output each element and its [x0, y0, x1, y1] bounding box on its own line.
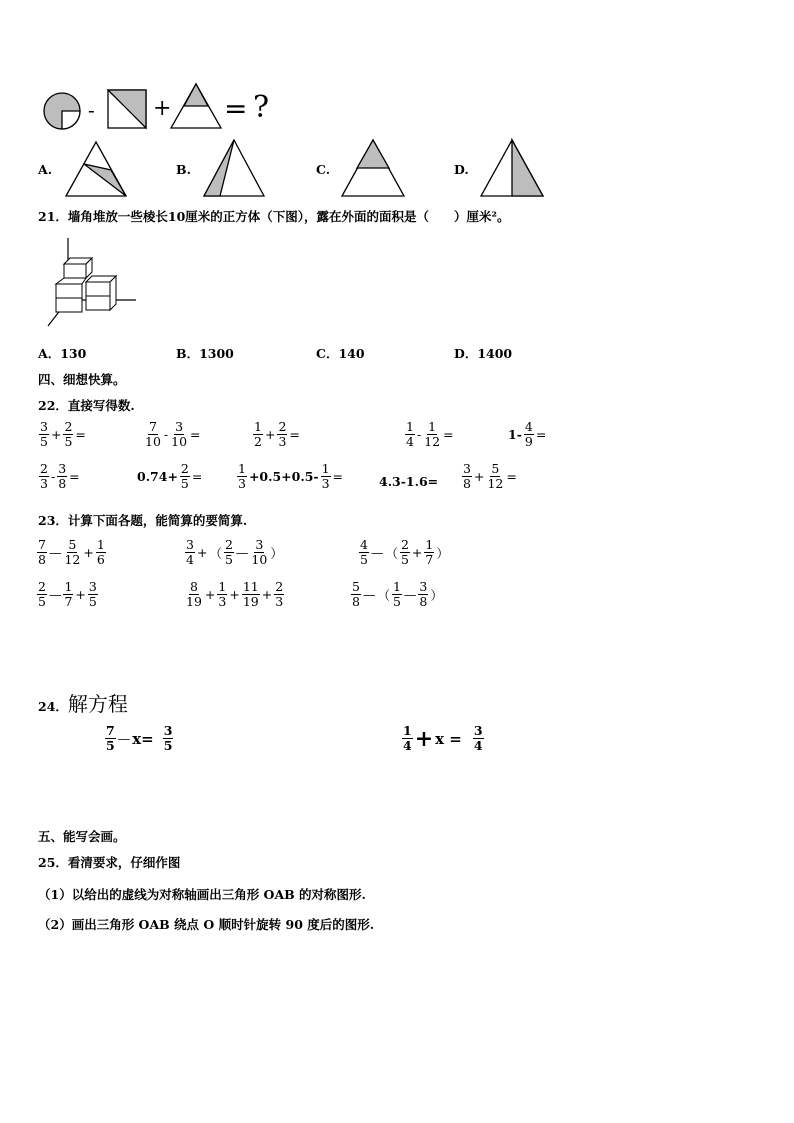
section-4-heading: 四、细想快算。	[38, 372, 126, 387]
q22-item-6: $\frac{2}{3}$ - $\frac{3}{8}$ =	[40, 461, 80, 491]
option-c-label: C.	[316, 162, 331, 177]
option-a-figure[interactable]	[64, 140, 128, 198]
question-25-item-1: （1）以给出的虚线为对称轴画出三角形 OAB 的对称图形.	[38, 887, 366, 902]
option-d-figure[interactable]	[479, 138, 545, 198]
q23-expr-6: $\frac{5}{8}$ — （ $\frac{1}{5}$ — $\frac{3}{8}$ ）	[352, 579, 443, 609]
minus-sign: -	[88, 98, 95, 122]
question-22-title: 22．直接写得数.	[38, 398, 135, 413]
option-c-figure[interactable]	[340, 138, 406, 198]
question-23-title: 23．计算下面各题，能简算的要简算.	[38, 513, 248, 528]
equation-1: $\frac{7}{5}$ — x= $\frac{3}{5}$	[106, 723, 173, 753]
option-d-label: D.	[454, 162, 469, 177]
q22-item-9: 4.3-1.6=	[379, 474, 439, 489]
section-5-heading: 五、能写会画。	[38, 829, 126, 844]
q23-expr-1: $\frac{7}{8}$ — $\frac{5}{12}$ + $\frac{1}{6}$	[38, 537, 105, 567]
q23-expr-4: $\frac{2}{5}$ — $\frac{1}{7}$ + $\frac{3}{5}$	[38, 579, 97, 609]
q22-item-8: $\frac{1}{3}$ +0.5+0.5- $\frac{1}{3}$ =	[238, 461, 344, 491]
half-square-figure	[107, 89, 149, 131]
q22-item-4: $\frac{1}{4}$ - $\frac{1}{12}$ =	[406, 419, 454, 449]
question-24-label: 解方程	[67, 692, 128, 716]
question-mark: ?	[253, 90, 270, 125]
q21-option-a[interactable]: A．130	[38, 346, 87, 361]
q22-item-2: $\frac{7}{10}$ - $\frac{3}{10}$ =	[145, 419, 201, 449]
question-25-item-2: （2）画出三角形 OAB 绕点 O 顺时针旋转 90 度后的图形.	[38, 917, 375, 932]
triangle-top-shaded-figure	[170, 82, 222, 130]
question-24-number: 24．	[38, 699, 68, 714]
equation-2: $\frac{1}{4}$ + x = $\frac{3}{4}$	[403, 723, 483, 753]
q22-item-5: 1- $\frac{4}{9}$ =	[508, 419, 547, 449]
option-a-label: A.	[38, 162, 53, 177]
question-25-title: 25．看清要求，仔细作图	[38, 855, 181, 870]
q23-expr-3: $\frac{4}{5}$ — （ $\frac{2}{5}$ + $\frac{1}{7}$ ）	[360, 537, 449, 567]
q22-item-10: $\frac{3}{8}$ + $\frac{5}{12}$ =	[463, 461, 517, 491]
option-b-label: B.	[176, 162, 191, 177]
question-21: 21．墙角堆放一些棱长10厘米的正方体（下图），露在外面的面积是（ ）厘米²。	[38, 209, 510, 224]
question-24-title	[38, 688, 128, 717]
q23-expr-2: $\frac{3}{4}$ + （ $\frac{2}{5}$ — $\frac{3}{10}$ ）	[186, 537, 283, 567]
q21-option-c[interactable]: C．140	[316, 346, 365, 361]
equals-sign: =	[224, 92, 248, 125]
cube-stack-figure	[46, 238, 138, 330]
q22-item-1: $\frac{3}{5}$ + $\frac{2}{5}$ =	[40, 419, 86, 449]
option-b-figure[interactable]	[202, 138, 266, 198]
q23-expr-5: $\frac{8}{19}$ + $\frac{1}{3}$ + $\frac{11}{19}$ + $\frac{2}{3}$	[186, 579, 284, 609]
quarter-circle-figure	[42, 91, 82, 131]
q21-option-b[interactable]: B．1300	[176, 346, 234, 361]
q21-option-d[interactable]: D．1400	[454, 346, 513, 361]
plus-sign: +	[153, 96, 172, 121]
q22-item-7: 0.74+ $\frac{2}{5}$ =	[137, 461, 203, 491]
q22-item-3: $\frac{1}{2}$ + $\frac{2}{3}$ =	[254, 419, 300, 449]
